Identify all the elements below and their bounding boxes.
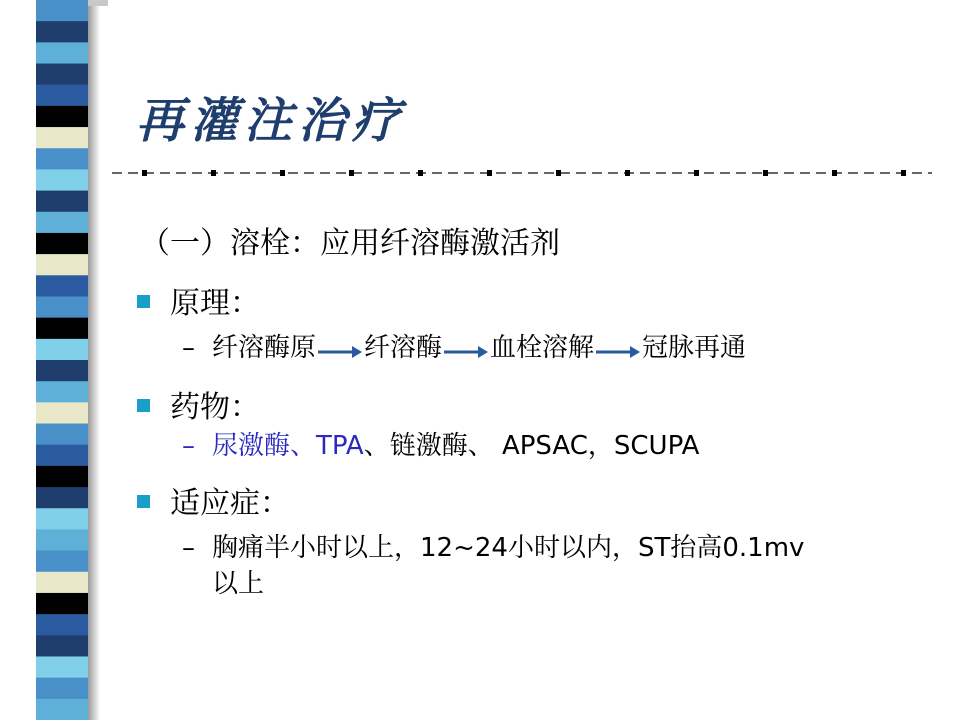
slide-title: 再灌注治疗: [136, 93, 407, 149]
stripe-segment: [36, 318, 88, 340]
right-arrow-icon: [444, 345, 488, 359]
dash-marker: –: [182, 533, 195, 563]
bullet-principle: [137, 278, 260, 322]
divider-dot: [556, 170, 561, 176]
divider-dot: [694, 170, 699, 176]
divider-dot: [625, 170, 630, 176]
right-arrow-icon: [318, 345, 362, 359]
stripe-segment: [36, 64, 88, 86]
stripe-segment: [36, 360, 88, 382]
indication-line-2: 以上: [212, 569, 265, 599]
square-bullet-icon: [137, 495, 150, 508]
divider-dot: [763, 170, 768, 176]
divider-dot: [142, 170, 147, 176]
drug-list: [182, 428, 699, 464]
stripe-segment: [36, 0, 88, 22]
stripe-segment: [36, 21, 88, 43]
stripe-segment: [36, 212, 88, 234]
indication-text: [182, 530, 804, 602]
stripe-segment: [36, 551, 88, 573]
bullet-indications: [137, 478, 290, 522]
bullet-heading: 药物：: [170, 390, 260, 425]
drug-highlight: 尿激酶、TPA: [212, 431, 364, 461]
stripe-segment: [36, 169, 88, 191]
stripe-segment: [36, 593, 88, 615]
stripe-segment: [36, 466, 88, 488]
bullet-heading: 原理：: [170, 286, 260, 321]
divider-dot: [280, 170, 285, 176]
flow-step: 冠脉再通: [642, 333, 747, 363]
square-bullet-icon: [137, 295, 150, 308]
stripe-segment: [36, 445, 88, 467]
flow-step: 纤溶酶原: [212, 333, 317, 363]
title-divider: [112, 163, 932, 183]
flow-step: 纤溶酶: [364, 333, 443, 363]
bullet-drugs: [137, 382, 260, 426]
principle-flow: [182, 330, 746, 366]
divider-dot: [418, 170, 423, 176]
stripe-segment: [36, 296, 88, 318]
flow-step: 血栓溶解: [490, 333, 595, 363]
dash-marker: –: [182, 431, 195, 461]
stripe-segment: [36, 148, 88, 170]
stripe-segment: [36, 678, 88, 700]
stripe-segment: [36, 572, 88, 594]
stripe-segment: [36, 191, 88, 213]
stripe-segment: [36, 402, 88, 424]
stripe-segment: [36, 381, 88, 403]
drug-rest: 、链激酶、 APSAC，SCUPA: [363, 431, 700, 461]
stripe-top-shadow: [88, 0, 108, 6]
dash-marker: –: [182, 333, 195, 363]
stripe-segment: [36, 656, 88, 678]
divider-dot: [349, 170, 354, 176]
stripe-segment: [36, 614, 88, 636]
divider-dot: [901, 170, 906, 176]
stripe-segment: [36, 106, 88, 128]
indication-line-1: 胸痛半小时以上，12~24小时以内，ST抬高0.1mv: [212, 533, 805, 563]
stripe-segment: [36, 424, 88, 446]
stripe-segment: [36, 85, 88, 107]
stripe-segment: [36, 529, 88, 551]
stripe-segment: [36, 254, 88, 276]
bullet-heading: 适应症：: [170, 486, 290, 521]
stripe-segment: [36, 508, 88, 530]
divider-dot: [211, 170, 216, 176]
divider-dot: [487, 170, 492, 176]
stripe-shadow: [88, 0, 100, 720]
stripe-segment: [36, 127, 88, 149]
stripe-segment: [36, 699, 88, 720]
square-bullet-icon: [137, 399, 150, 412]
stripe-segment: [36, 275, 88, 297]
stripe-segment: [36, 635, 88, 657]
stripe-segment: [36, 339, 88, 361]
stripe-segment: [36, 487, 88, 509]
stripe-segment: [36, 42, 88, 64]
divider-dot: [832, 170, 837, 176]
subheading: （一）溶栓：应用纤溶酶激活剂: [140, 226, 560, 261]
stripe-segment: [36, 233, 88, 255]
decorative-stripe-band: [36, 0, 88, 720]
right-arrow-icon: [596, 345, 640, 359]
